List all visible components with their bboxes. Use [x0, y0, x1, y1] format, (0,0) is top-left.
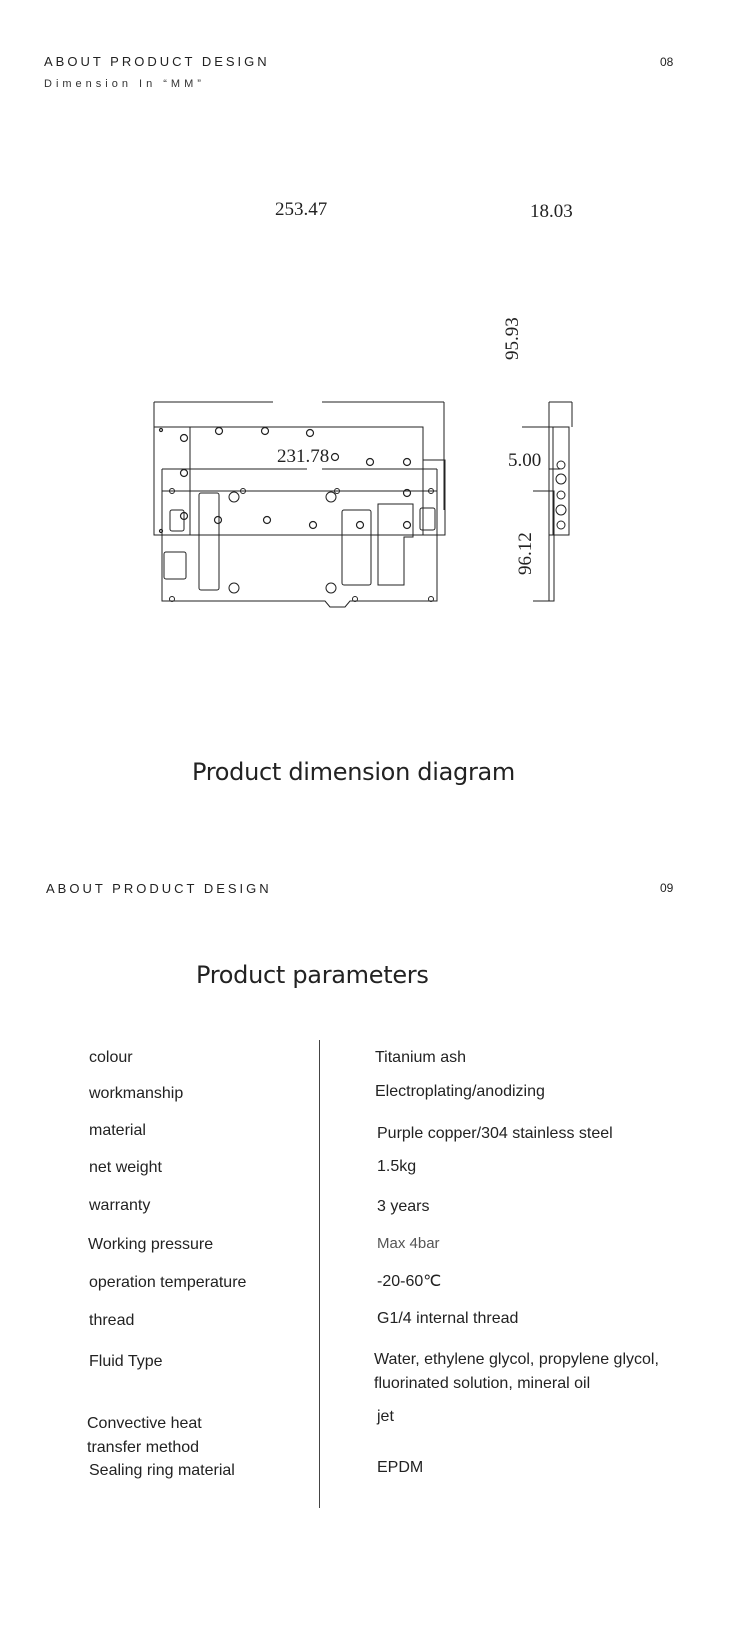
- dimension-unit-note: Dimension In “MM”: [44, 78, 205, 90]
- section-header: ABOUT PRODUCT DESIGN: [44, 54, 270, 69]
- param-label: material: [89, 1122, 146, 1139]
- param-value: Max 4bar: [377, 1235, 440, 1252]
- page-number: 09: [660, 881, 674, 895]
- param-label: workmanship: [89, 1085, 184, 1102]
- side-depth-label: 18.03: [530, 201, 573, 222]
- table-divider: [319, 1040, 320, 1508]
- backplate-drawing: [162, 446, 437, 607]
- param-value: 3 years: [377, 1198, 430, 1215]
- backplate-height-label: 96.12: [515, 532, 536, 575]
- param-value: Purple copper/304 stainless steel: [377, 1125, 613, 1142]
- param-value: EPDM: [377, 1459, 424, 1476]
- param-value: Electroplating/anodizing: [375, 1083, 545, 1100]
- param-label: Convective heat transfer method: [87, 1415, 202, 1456]
- front-view-drawing: [154, 199, 445, 535]
- backplate-width-label: 231.78: [277, 446, 330, 467]
- param-label: net weight: [89, 1159, 162, 1176]
- param-label: colour: [89, 1049, 133, 1066]
- param-value: -20-60℃: [377, 1273, 442, 1290]
- dimension-drawings: [0, 180, 754, 630]
- param-label: warranty: [89, 1197, 151, 1214]
- top-width-label: 253.47: [275, 199, 328, 220]
- page-number: 08: [660, 55, 674, 69]
- front-side-view-drawing: [502, 201, 573, 535]
- diagram-caption: Product dimension diagram: [192, 758, 516, 786]
- param-value: 1.5kg: [377, 1158, 417, 1175]
- param-value: Water, ethylene glycol, propylene glycol, fluorinated solution, mineral oil: [374, 1351, 659, 1392]
- param-label: Fluid Type: [89, 1353, 163, 1370]
- param-label: Sealing ring material: [89, 1462, 235, 1479]
- param-label: Working pressure: [88, 1236, 214, 1253]
- backplate-side-view-drawing: [508, 450, 560, 601]
- section-header: ABOUT PRODUCT DESIGN: [46, 881, 272, 896]
- parameters-title: Product parameters: [196, 961, 429, 989]
- backplate-depth-label: 5.00: [508, 450, 542, 471]
- param-value: jet: [377, 1408, 394, 1425]
- param-label: thread: [89, 1312, 135, 1329]
- param-value: G1/4 internal thread: [377, 1310, 519, 1327]
- param-value: Titanium ash: [375, 1049, 466, 1066]
- param-label: operation temperature: [89, 1274, 247, 1291]
- side-height-label: 95.93: [502, 317, 523, 360]
